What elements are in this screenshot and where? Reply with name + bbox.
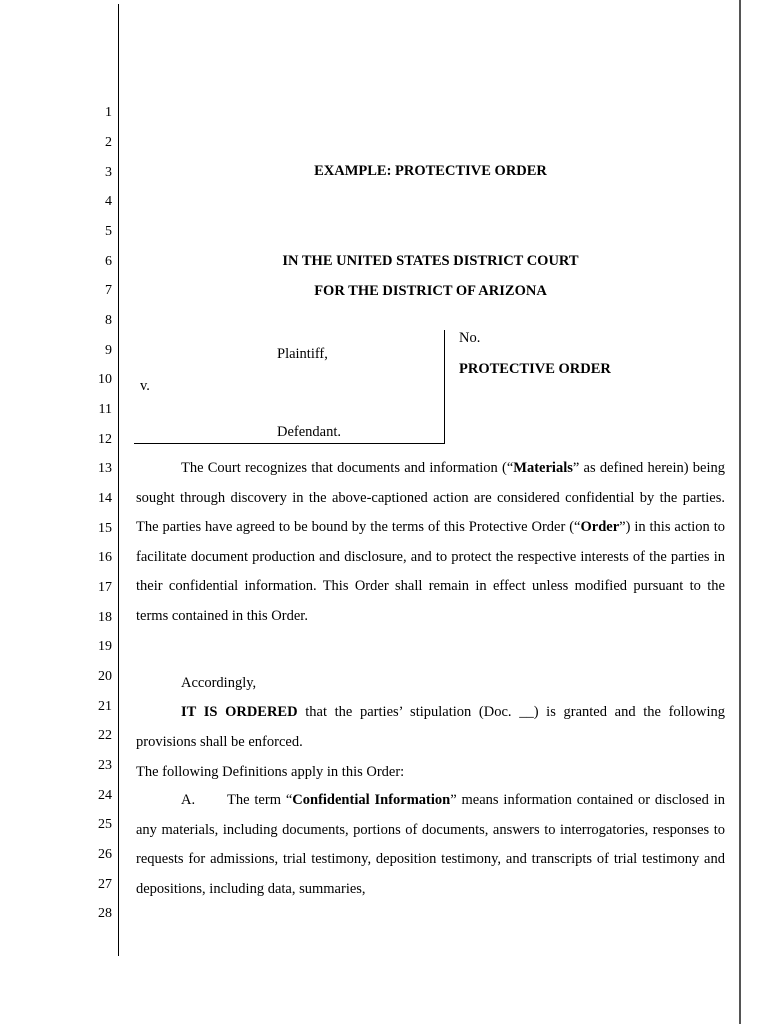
line-number: 21 xyxy=(98,699,112,714)
line-number: 11 xyxy=(98,402,112,417)
line-number: 18 xyxy=(98,610,112,625)
line-number: 23 xyxy=(98,758,112,773)
caption-underline xyxy=(134,443,445,444)
order-term: Order xyxy=(580,519,620,536)
example-title: EXAMPLE: PROTECTIVE ORDER xyxy=(314,163,547,179)
line-number: 5 xyxy=(105,224,112,239)
court-district: FOR THE DISTRICT OF ARIZONA xyxy=(314,283,547,299)
recitals-text-2: ” as defined herein) being sought through discovery in the above-captioned action are considered confidential by the parties. The parties have agreed to be bound by the terms of this Protective Order (“ xyxy=(136,460,725,536)
line-number: 1 xyxy=(105,105,112,120)
line-number: 26 xyxy=(98,847,112,862)
order-title: PROTECTIVE ORDER xyxy=(459,361,611,377)
recitals-paragraph xyxy=(136,454,725,632)
line-number: 4 xyxy=(105,194,112,209)
right-margin-rule xyxy=(739,0,741,1024)
recitals-text-3: ”) in this action to facilitate document production and disclosure, and to protect the respective interests of the parties in their confidential information. This Order shall remain in effect unless modified pursuant to the terms contained in this Order. xyxy=(136,519,725,624)
line-number: 3 xyxy=(105,165,112,180)
accordingly-text: Accordingly, xyxy=(181,675,257,691)
court-name: IN THE UNITED STATES DISTRICT COURT xyxy=(282,253,579,269)
ordered-paragraph xyxy=(136,697,725,757)
line-number: 20 xyxy=(98,669,112,684)
line-number: 16 xyxy=(98,550,112,565)
line-number: 13 xyxy=(98,461,112,476)
plaintiff-label: Plaintiff, xyxy=(277,346,328,362)
line-number: 12 xyxy=(98,432,112,447)
definition-a-text-1: The term “ xyxy=(227,792,293,808)
line-number: 22 xyxy=(98,728,112,743)
line-number: 19 xyxy=(98,639,112,654)
line-number: 2 xyxy=(105,135,112,150)
definition-a-text-2: ” means information contained or disclosed in any materials, including documents, portions of documents, answers to interrogatories, responses to requests for admissions, trial testimony, deposition testimony, and transcripts of trial testimony and depositions, including data, summaries, xyxy=(136,792,725,897)
line-number: 7 xyxy=(105,283,112,298)
definitions-intro: The following Definitions apply in this Order: xyxy=(136,764,405,780)
case-number-label: No. xyxy=(459,330,481,346)
line-number: 24 xyxy=(98,788,112,803)
line-number: 28 xyxy=(98,906,112,921)
recitals-text-1: The Court recognizes that documents and information (“ xyxy=(181,460,514,476)
definition-a-paragraph xyxy=(136,786,725,904)
line-number: 27 xyxy=(98,877,112,892)
materials-term: Materials xyxy=(513,460,573,476)
line-number: 25 xyxy=(98,817,112,832)
versus-label: v. xyxy=(140,378,150,394)
line-number: 9 xyxy=(105,343,112,358)
confidential-information-term: Confidential Information xyxy=(292,792,451,808)
line-number: 6 xyxy=(105,254,112,269)
line-number: 14 xyxy=(98,491,112,506)
line-number: 17 xyxy=(98,580,112,595)
line-number: 10 xyxy=(98,372,112,387)
defendant-label: Defendant. xyxy=(277,424,342,440)
ordered-heading: IT IS ORDERED xyxy=(181,704,298,720)
line-number: 15 xyxy=(98,521,112,536)
line-number: 8 xyxy=(105,313,112,328)
definition-a-label: A. xyxy=(181,792,196,808)
left-margin-rule xyxy=(118,4,119,956)
caption-divider xyxy=(444,330,445,444)
ordered-text: that the parties’ stipulation (Doc. __) is granted and the following provisions shall be enforced. xyxy=(136,704,725,750)
